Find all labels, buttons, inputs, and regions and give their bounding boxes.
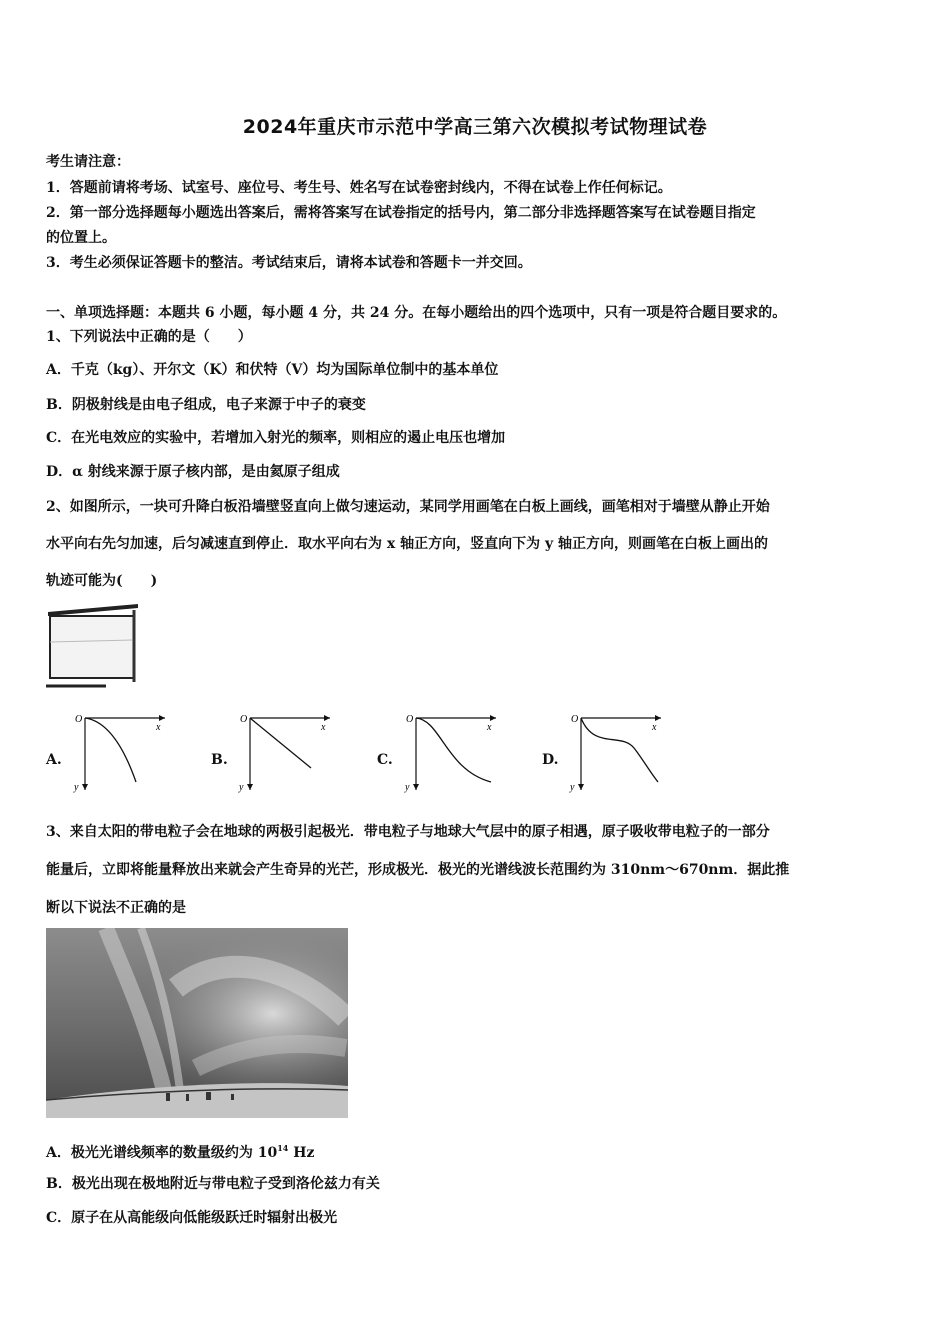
whiteboard-figure	[46, 602, 142, 690]
page-title: 2024年重庆市示范中学高三第六次模拟考试物理试卷	[242, 116, 708, 138]
y-axis-label: y	[570, 782, 575, 793]
option-a-text: A．极光光谱线频率的数量级约为 10	[46, 1145, 278, 1161]
question-stem: 1、下列说法中正确的是（ ）	[46, 329, 252, 345]
section-heading: 一、单项选择题：本题共 6 小题，每小题 4 分，共 24 分。在每小题给出的四个选项中，只有一项是符合题目要求的。	[46, 305, 787, 321]
origin-label: O	[75, 714, 83, 725]
question-option	[46, 1138, 314, 1163]
notice-item: 1．答题前请将考场、试室号、座位号、考生号、姓名写在试卷密封线内，不得在试卷上作任何标记。	[46, 180, 672, 196]
origin-label: O	[406, 714, 414, 725]
notice-item: 的位置上。	[46, 230, 116, 246]
graph-option-label: D.	[542, 752, 559, 768]
question-stem: 断以下说法不正确的是	[46, 900, 186, 916]
y-axis-label: y	[239, 782, 244, 793]
graph-option-a	[70, 710, 175, 795]
graph-option-b	[235, 710, 340, 795]
option-a-unit: Hz	[288, 1145, 315, 1161]
exponent: 14	[277, 1143, 289, 1153]
x-axis-label: x	[321, 722, 326, 733]
question-option: D．α 射线来源于原子核内部，是由氦原子组成	[46, 464, 340, 480]
x-axis-label: x	[652, 722, 657, 733]
graph-option-label: A.	[46, 752, 62, 768]
notice-item: 2．第一部分选择题每小题选出答案后，需将答案写在试卷指定的括号内，第二部分非选择题答案写在试卷题目指定	[46, 205, 756, 221]
notice-item: 3．考生必须保证答题卡的整洁。考试结束后，请将本试卷和答题卡一并交回。	[46, 255, 532, 271]
notice-heading: 考生请注意：	[46, 154, 130, 170]
graph-option-c	[401, 710, 506, 795]
question-option: C．在光电效应的实验中，若增加入射光的频率，则相应的遏止电压也增加	[46, 430, 506, 446]
aurora-photo	[46, 928, 348, 1118]
question-stem: 2、如图所示，一块可升降白板沿墙壁竖直向上做匀速运动，某同学用画笔在白板上画线，画笔相对于墙壁从静止开始	[46, 499, 770, 515]
graph-option-d	[566, 710, 671, 795]
origin-label: O	[240, 714, 248, 725]
y-axis-label: y	[74, 782, 79, 793]
question-stem: 3、来自太阳的带电粒子会在地球的两极引起极光．带电粒子与地球大气层中的原子相遇，原子吸收带电粒子的一部分	[46, 824, 770, 840]
question-stem: 水平向右先匀加速，后匀减速直到停止．取水平向右为 x 轴正方向，竖直向下为 y 轴正方向，则画笔在白板上画出的	[46, 536, 768, 552]
x-axis-label: x	[487, 722, 492, 733]
question-option: B．极光出现在极地附近与带电粒子受到洛伦兹力有关	[46, 1176, 380, 1192]
question-option: B．阴极射线是由电子组成，电子来源于中子的衰变	[46, 397, 366, 413]
graph-option-label: C.	[377, 752, 393, 768]
question-stem: 能量后，立即将能量释放出来就会产生奇异的光芒，形成极光．极光的光谱线波长范围约为 310nm～670nm．据此推	[46, 862, 790, 878]
graph-option-label: B.	[211, 752, 228, 768]
question-option: A．千克（kg）、开尔文（K）和伏特（V）均为国际单位制中的基本单位	[46, 362, 499, 378]
x-axis-label: x	[156, 722, 161, 733]
question-stem: 轨迹可能为( )	[46, 573, 158, 589]
question-option: C．原子在从高能级向低能级跃迁时辐射出极光	[46, 1210, 338, 1226]
origin-label: O	[571, 714, 579, 725]
y-axis-label: y	[405, 782, 410, 793]
